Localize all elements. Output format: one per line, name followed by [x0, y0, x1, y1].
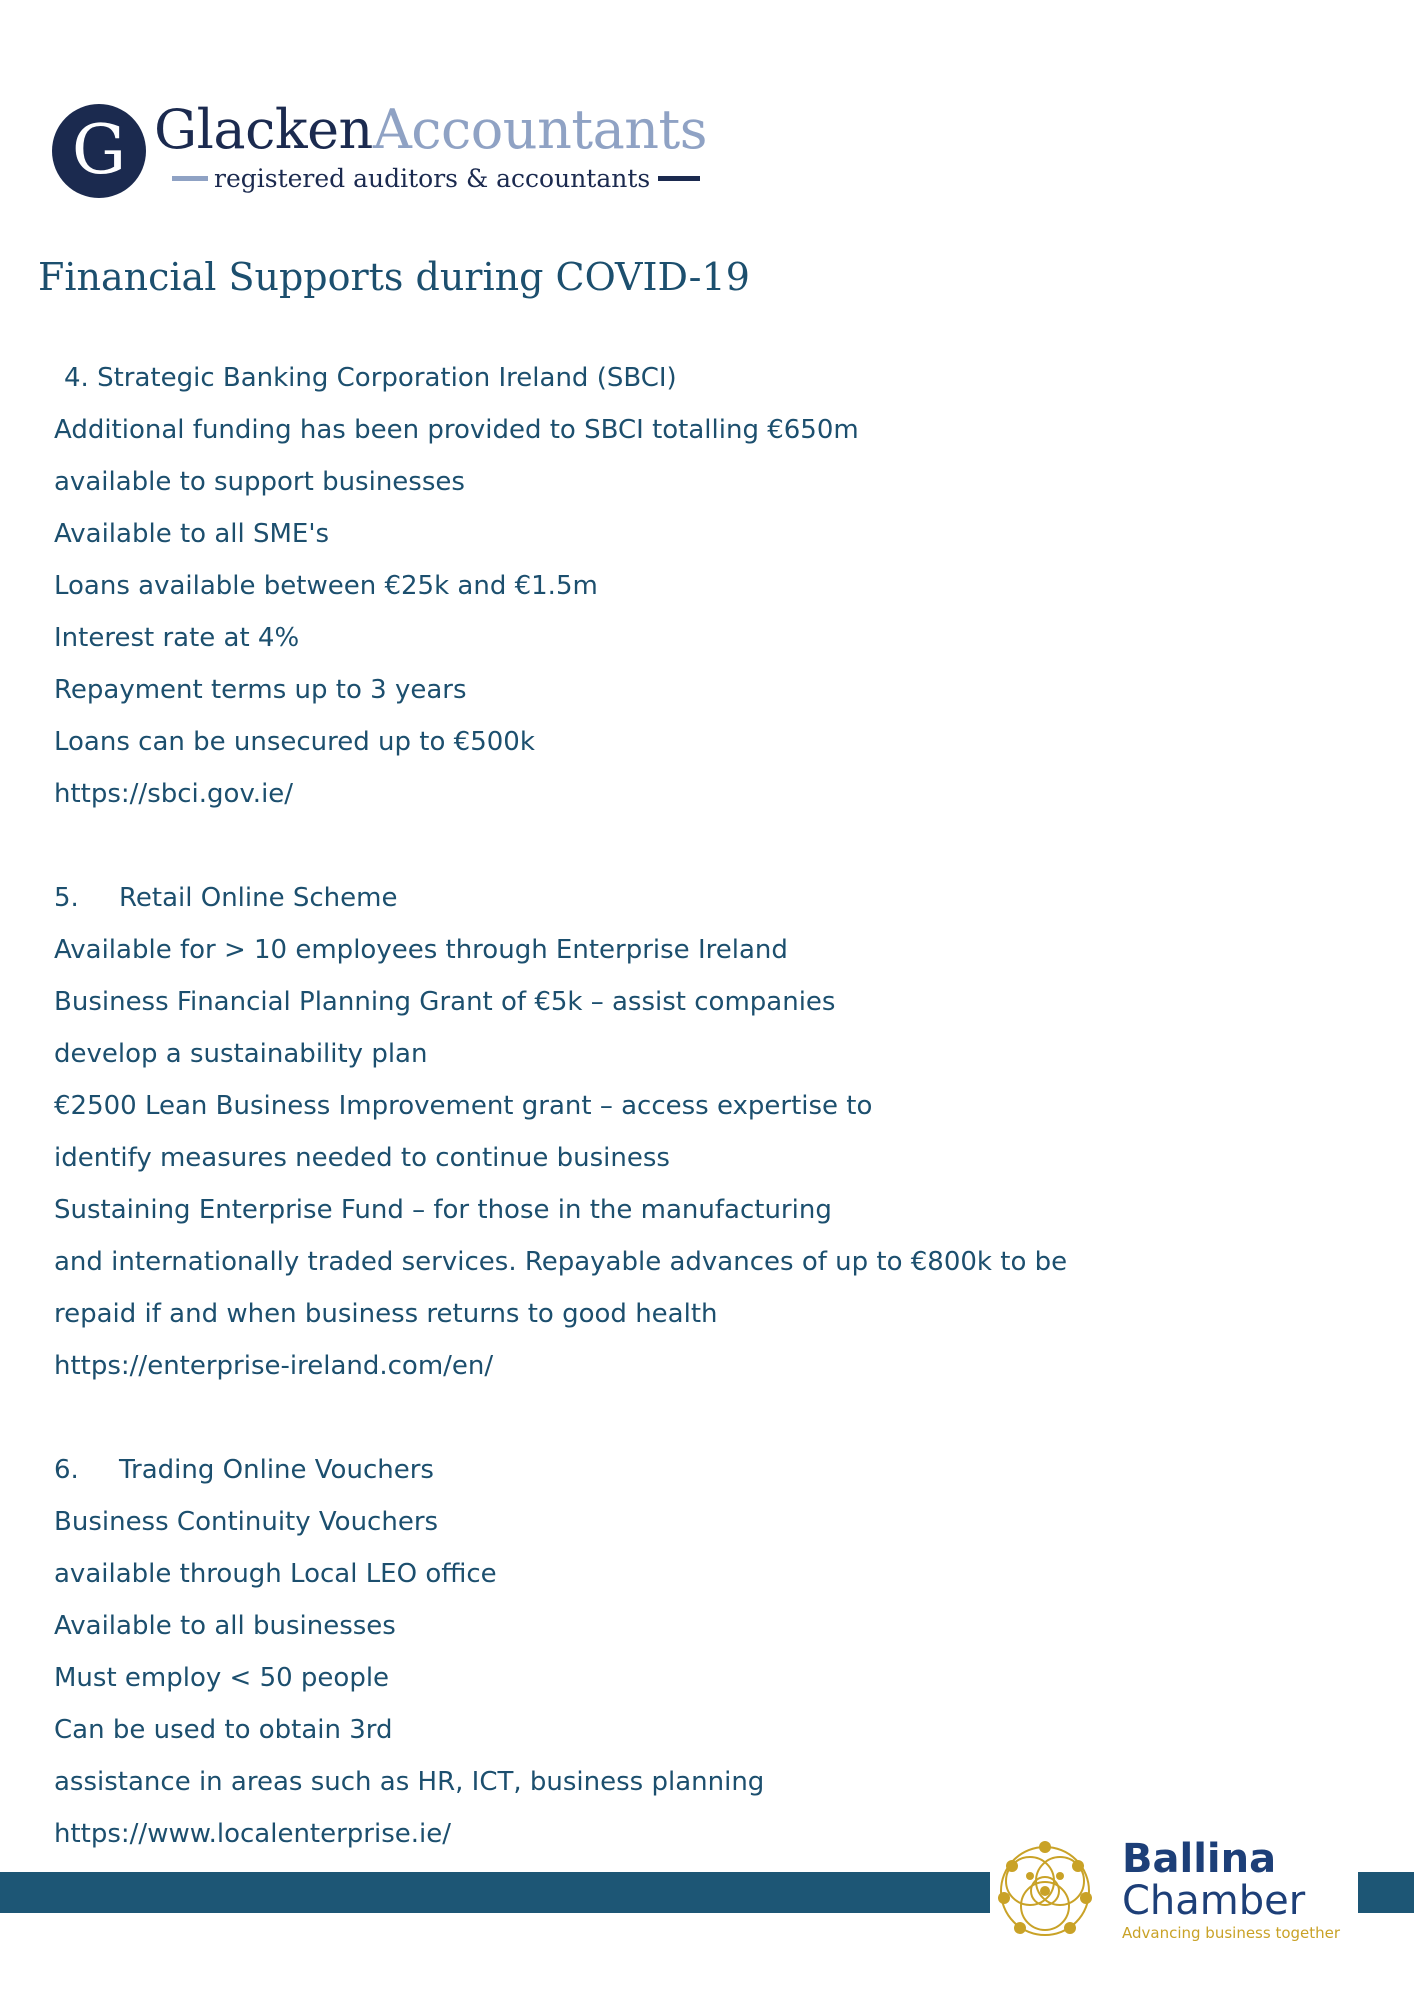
section-spacer: [54, 820, 1154, 872]
section-heading: [54, 352, 1154, 404]
body-line: €2500 Lean Business Improvement grant – access expertise to: [54, 1091, 873, 1121]
logo-monogram: G: [71, 111, 127, 190]
link-text: https://sbci.gov.ie/: [54, 779, 294, 809]
document-body: [54, 352, 1154, 1860]
section-number: 4.: [64, 363, 89, 393]
body-line: Interest rate at 4%: [54, 623, 300, 653]
chamber-tagline: Advancing business together: [1122, 1924, 1341, 1942]
body-line: identify measures needed to continue business: [54, 1143, 670, 1173]
logo-name-part2: Accountants: [372, 98, 707, 161]
body-line: and internationally traded services. Repayable advances of up to €800k to be: [54, 1247, 1068, 1277]
body-line: Can be used to obtain 3rd: [54, 1715, 393, 1745]
body-line: Available to all SME's: [54, 519, 330, 549]
body-line: repaid if and when business returns to good health: [54, 1299, 718, 1329]
logo-name-part1: Glacken: [154, 98, 373, 161]
body-line: available to support businesses: [54, 467, 465, 497]
section-title: Trading Online Vouchers: [119, 1455, 434, 1485]
logo-tagline: registered auditors & accountants: [214, 163, 651, 193]
section-title: Retail Online Scheme: [119, 883, 398, 913]
section-number: 5.: [54, 883, 79, 913]
glacken-logo: [52, 98, 772, 200]
section-heading: [54, 1444, 1154, 1496]
logo-wordmark: [154, 98, 707, 162]
body-line: Loans can be unsecured up to €500k: [54, 727, 535, 757]
ballina-chamber-emblem-icon: [990, 1836, 1100, 1946]
footer-bar-right: [1358, 1872, 1414, 1913]
logo-tagline-row: [172, 158, 700, 198]
body-line: assistance in areas such as HR, ICT, business planning: [54, 1767, 765, 1797]
body-line: Repayment terms up to 3 years: [54, 675, 467, 705]
body-line: Available to all businesses: [54, 1611, 396, 1641]
chamber-name-line2: Chamber: [1122, 1878, 1306, 1924]
body-line: Loans available between €25k and €1.5m: [54, 571, 598, 601]
body-line: develop a sustainability plan: [54, 1039, 428, 1069]
body-line: Must employ < 50 people: [54, 1663, 390, 1693]
body-line: Business Financial Planning Grant of €5k – assist companies: [54, 987, 836, 1017]
body-line: Sustaining Enterprise Fund – for those in the manufacturing: [54, 1195, 832, 1225]
page-title: Financial Supports during COVID-19: [38, 255, 750, 299]
ballina-chamber-logo: [1122, 1838, 1340, 1944]
section-spacer: [54, 1392, 1154, 1444]
body-line: available through Local LEO office: [54, 1559, 497, 1589]
section-title: Strategic Banking Corporation Ireland (SBCI): [97, 363, 677, 393]
logo-tagline-rule-right: [658, 176, 700, 181]
body-line: Additional funding has been provided to SBCI totalling €650m: [54, 415, 859, 445]
logo-tagline-rule-left: [172, 176, 208, 181]
link-text: https://www.localenterprise.ie/: [54, 1819, 452, 1849]
body-line: Available for > 10 employees through Enterprise Ireland: [54, 935, 788, 965]
section-heading: [54, 872, 1154, 924]
footer-bar-left: [0, 1872, 990, 1913]
body-line: Business Continuity Vouchers: [54, 1507, 439, 1537]
chamber-name-line1: Ballina: [1122, 1836, 1277, 1882]
link-text: https://enterprise-ireland.com/en/: [54, 1351, 494, 1381]
section-number: 6.: [54, 1455, 79, 1485]
